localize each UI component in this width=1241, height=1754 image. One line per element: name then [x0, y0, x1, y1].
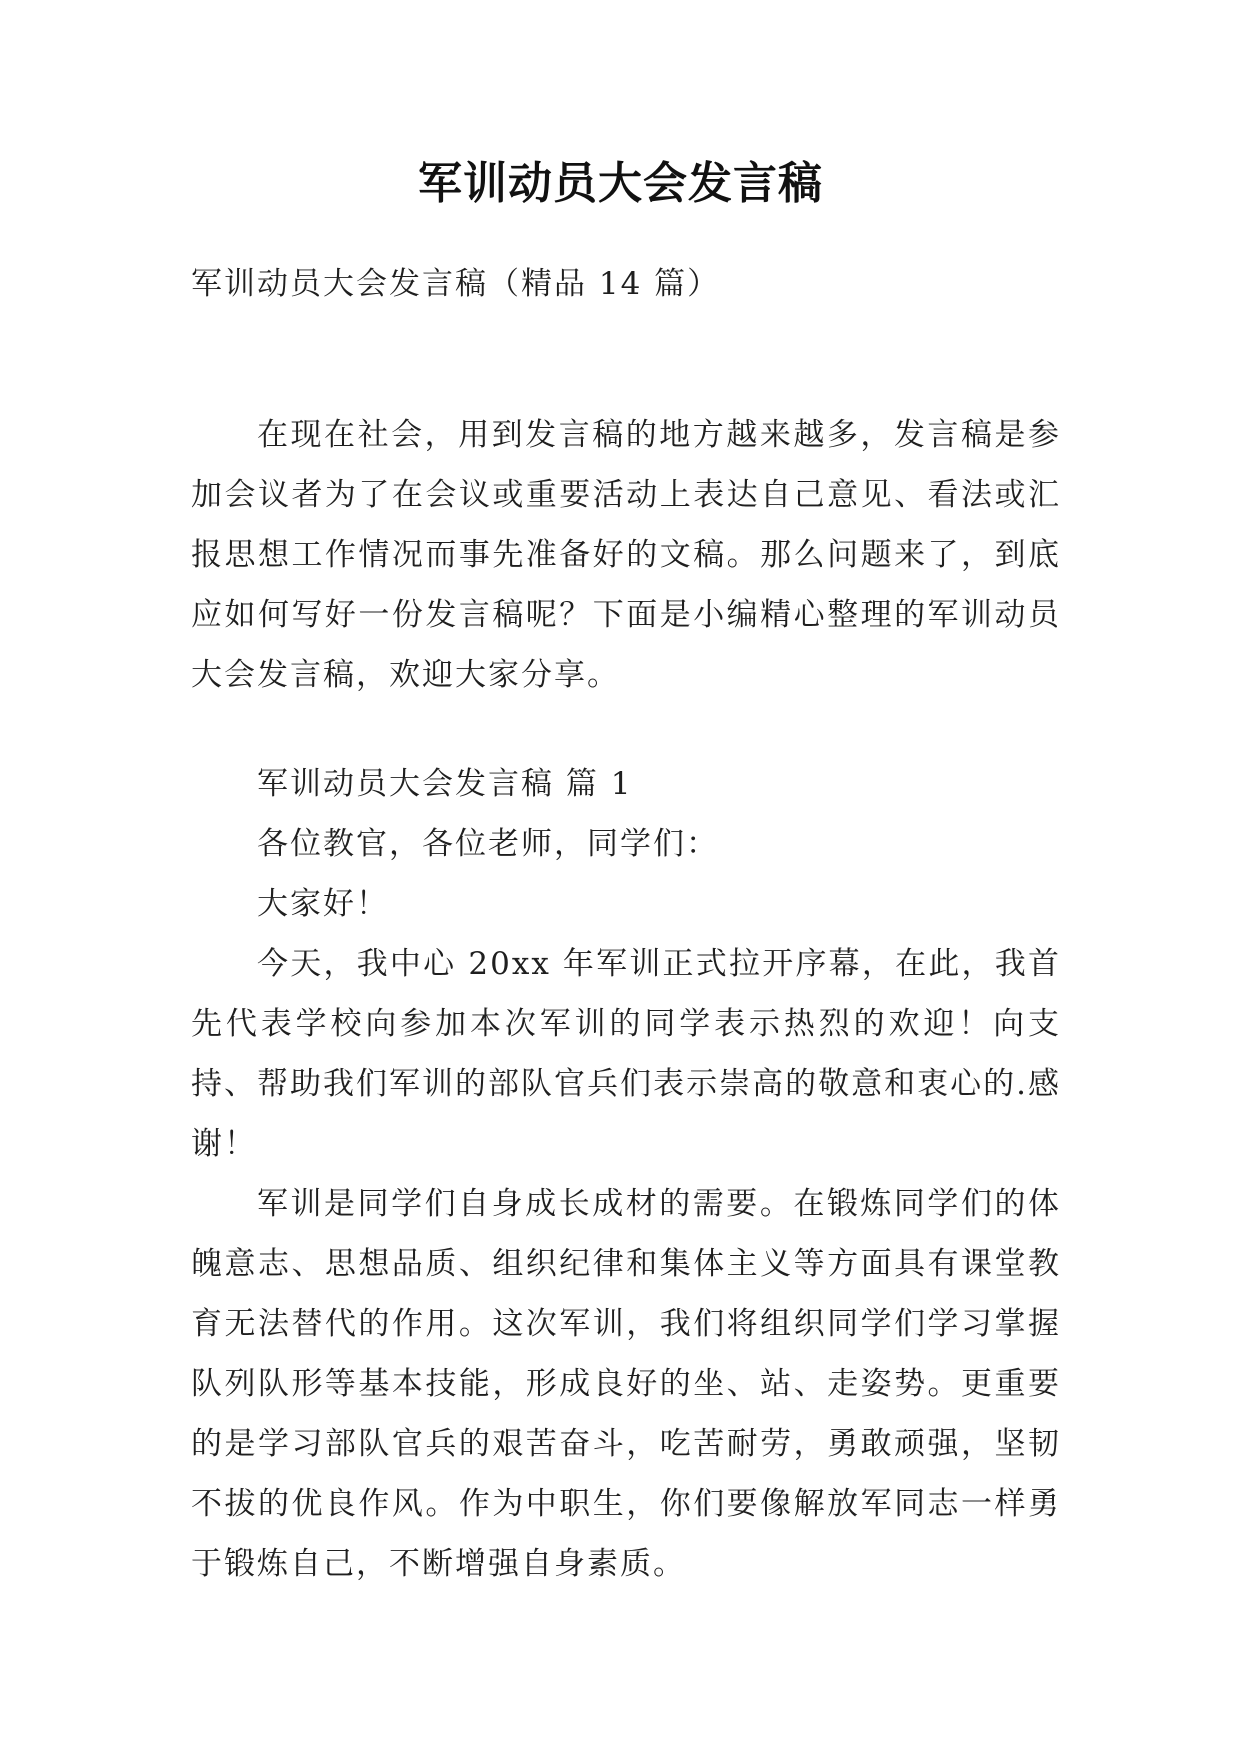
intro-paragraph: 在现在社会，用到发言稿的地方越来越多，发言稿是参加会议者为了在会议或重要活动上表达自己意见、看法或汇报思想工作情况而事先准备好的文稿。那么问题来了，到底应如何写好一份发言稿呢？下面是小编精心整理的军训动员大会发言稿，欢迎大家分享。 — [191, 417, 1061, 693]
salutation: 各位教官，各位老师，同学们： — [257, 826, 719, 862]
body-paragraph: 军训是同学们自身成长成材的需要。在锻炼同学们的体魄意志、思想品质、组织纪律和集体主义等方面具有课堂教育无法替代的作用。这次军训，我们将组织同学们学习掌握队列队形等基本技能，形成良好的坐、站、走姿势。更重要的是学习部队官兵的艰苦奋斗，吃苦耐劳，勇敢顽强，坚韧不拔的优良作风。作为中职生，你们要像解放军同志一样勇于锻炼自己，不断增强自身素质。 — [191, 1186, 1061, 1582]
section-heading: 军训动员大会发言稿 篇 1 — [257, 766, 633, 802]
document-subtitle: 军训动员大会发言稿（精品 14 篇） — [191, 266, 721, 302]
document-title: 军训动员大会发言稿 — [418, 158, 823, 209]
speech-body — [191, 754, 1061, 1594]
intro-block — [191, 405, 1061, 705]
greeting: 大家好！ — [257, 886, 389, 922]
body-paragraph: 今天，我中心 20xx 年军训正式拉开序幕，在此，我首先代表学校向参加本次军训的同学表示热烈的欢迎！向支持、帮助我们军训的部队官兵们表示崇高的敬意和衷心的.感谢！ — [191, 946, 1061, 1162]
